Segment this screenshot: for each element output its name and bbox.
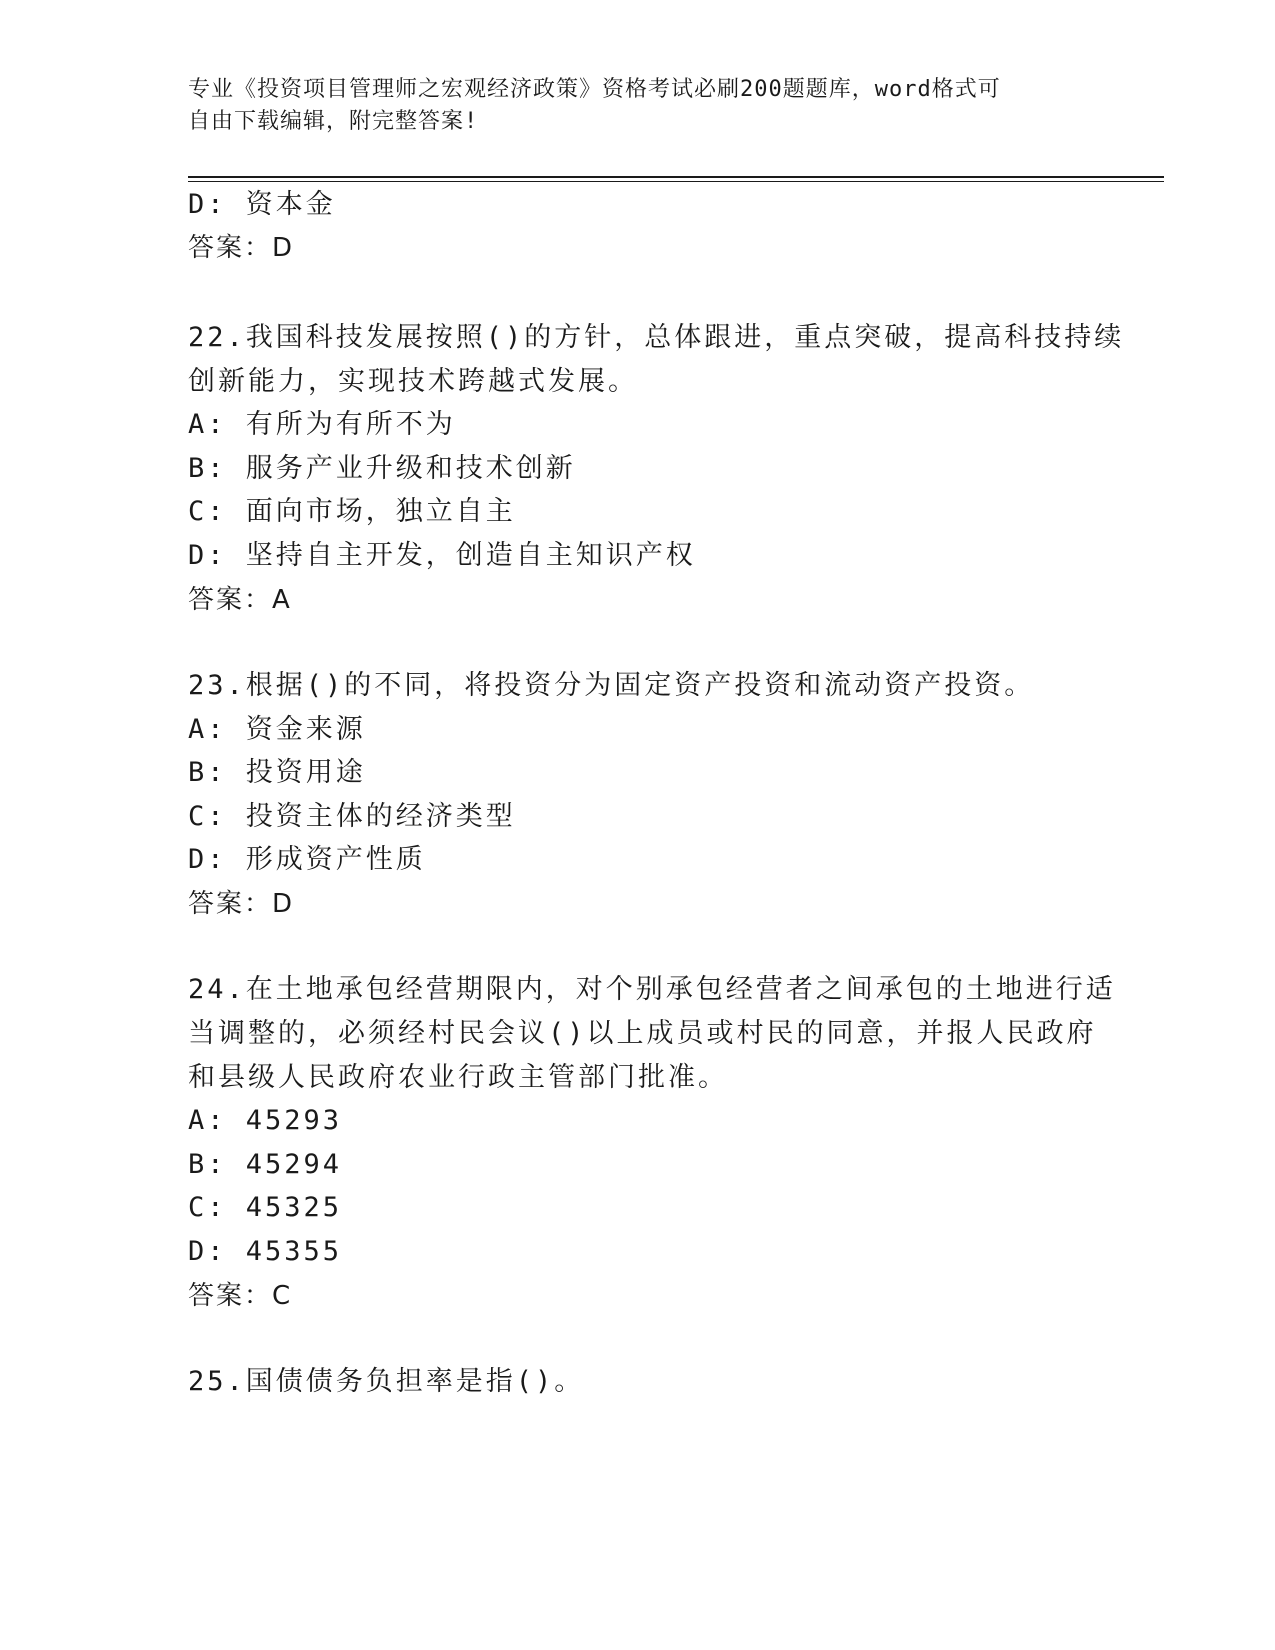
question-23-option-d: D: 形成资产性质 bbox=[188, 844, 426, 875]
question-22-option-a: A: 有所为有所不为 bbox=[188, 409, 456, 440]
question-23-option-c: C: 投资主体的经济类型 bbox=[188, 801, 516, 832]
answer-line: 答案：D bbox=[188, 233, 295, 263]
option-d: D: 资本金 bbox=[188, 189, 336, 220]
header-line-2: 自由下载编辑，附完整答案! bbox=[188, 109, 479, 134]
question-23-answer: 答案：D bbox=[188, 889, 295, 919]
question-25-stem-line-1: 25.国债债务负担率是指()。 bbox=[188, 1366, 585, 1397]
header-rule-thin bbox=[188, 181, 1164, 182]
question-23-option-a: A: 资金来源 bbox=[188, 714, 366, 745]
question-24-stem-line-3: 和县级人民政府农业行政主管部门批准。 bbox=[188, 1062, 728, 1093]
header-rule-thick bbox=[188, 176, 1164, 178]
question-24-option-b: B: 45294 bbox=[188, 1149, 343, 1180]
question-24-stem-line-2: 当调整的，必须经村民会议()以上成员或村民的同意，并报人民政府 bbox=[188, 1018, 1097, 1049]
question-22-option-c: C: 面向市场，独立自主 bbox=[188, 496, 516, 527]
question-22-answer: 答案：A bbox=[188, 585, 292, 615]
question-24-answer: 答案：C bbox=[188, 1281, 293, 1311]
question-22-option-d: D: 坚持自主开发，创造自主知识产权 bbox=[188, 540, 696, 571]
header-line-1: 专业《投资项目管理师之宏观经济政策》资格考试必刷200题题库，word格式可 bbox=[188, 77, 1001, 102]
question-22-option-b: B: 服务产业升级和技术创新 bbox=[188, 453, 576, 484]
question-24-stem-line-1: 24.在土地承包经营期限内，对个别承包经营者之间承包的土地进行适 bbox=[188, 974, 1116, 1005]
question-24-option-a: A: 45293 bbox=[188, 1105, 343, 1136]
question-22-stem-line-2: 创新能力，实现技术跨越式发展。 bbox=[188, 366, 638, 397]
question-24-option-c: C: 45325 bbox=[188, 1192, 343, 1223]
page-header bbox=[188, 74, 1068, 138]
question-23-stem-line-1: 23.根据()的不同，将投资分为固定资产投资和流动资产投资。 bbox=[188, 670, 1035, 701]
question-24-option-d: D: 45355 bbox=[188, 1236, 343, 1267]
question-22-stem-line-1: 22.我国科技发展按照()的方针，总体跟进，重点突破，提高科技持续 bbox=[188, 322, 1125, 353]
question-23-option-b: B: 投资用途 bbox=[188, 757, 366, 788]
